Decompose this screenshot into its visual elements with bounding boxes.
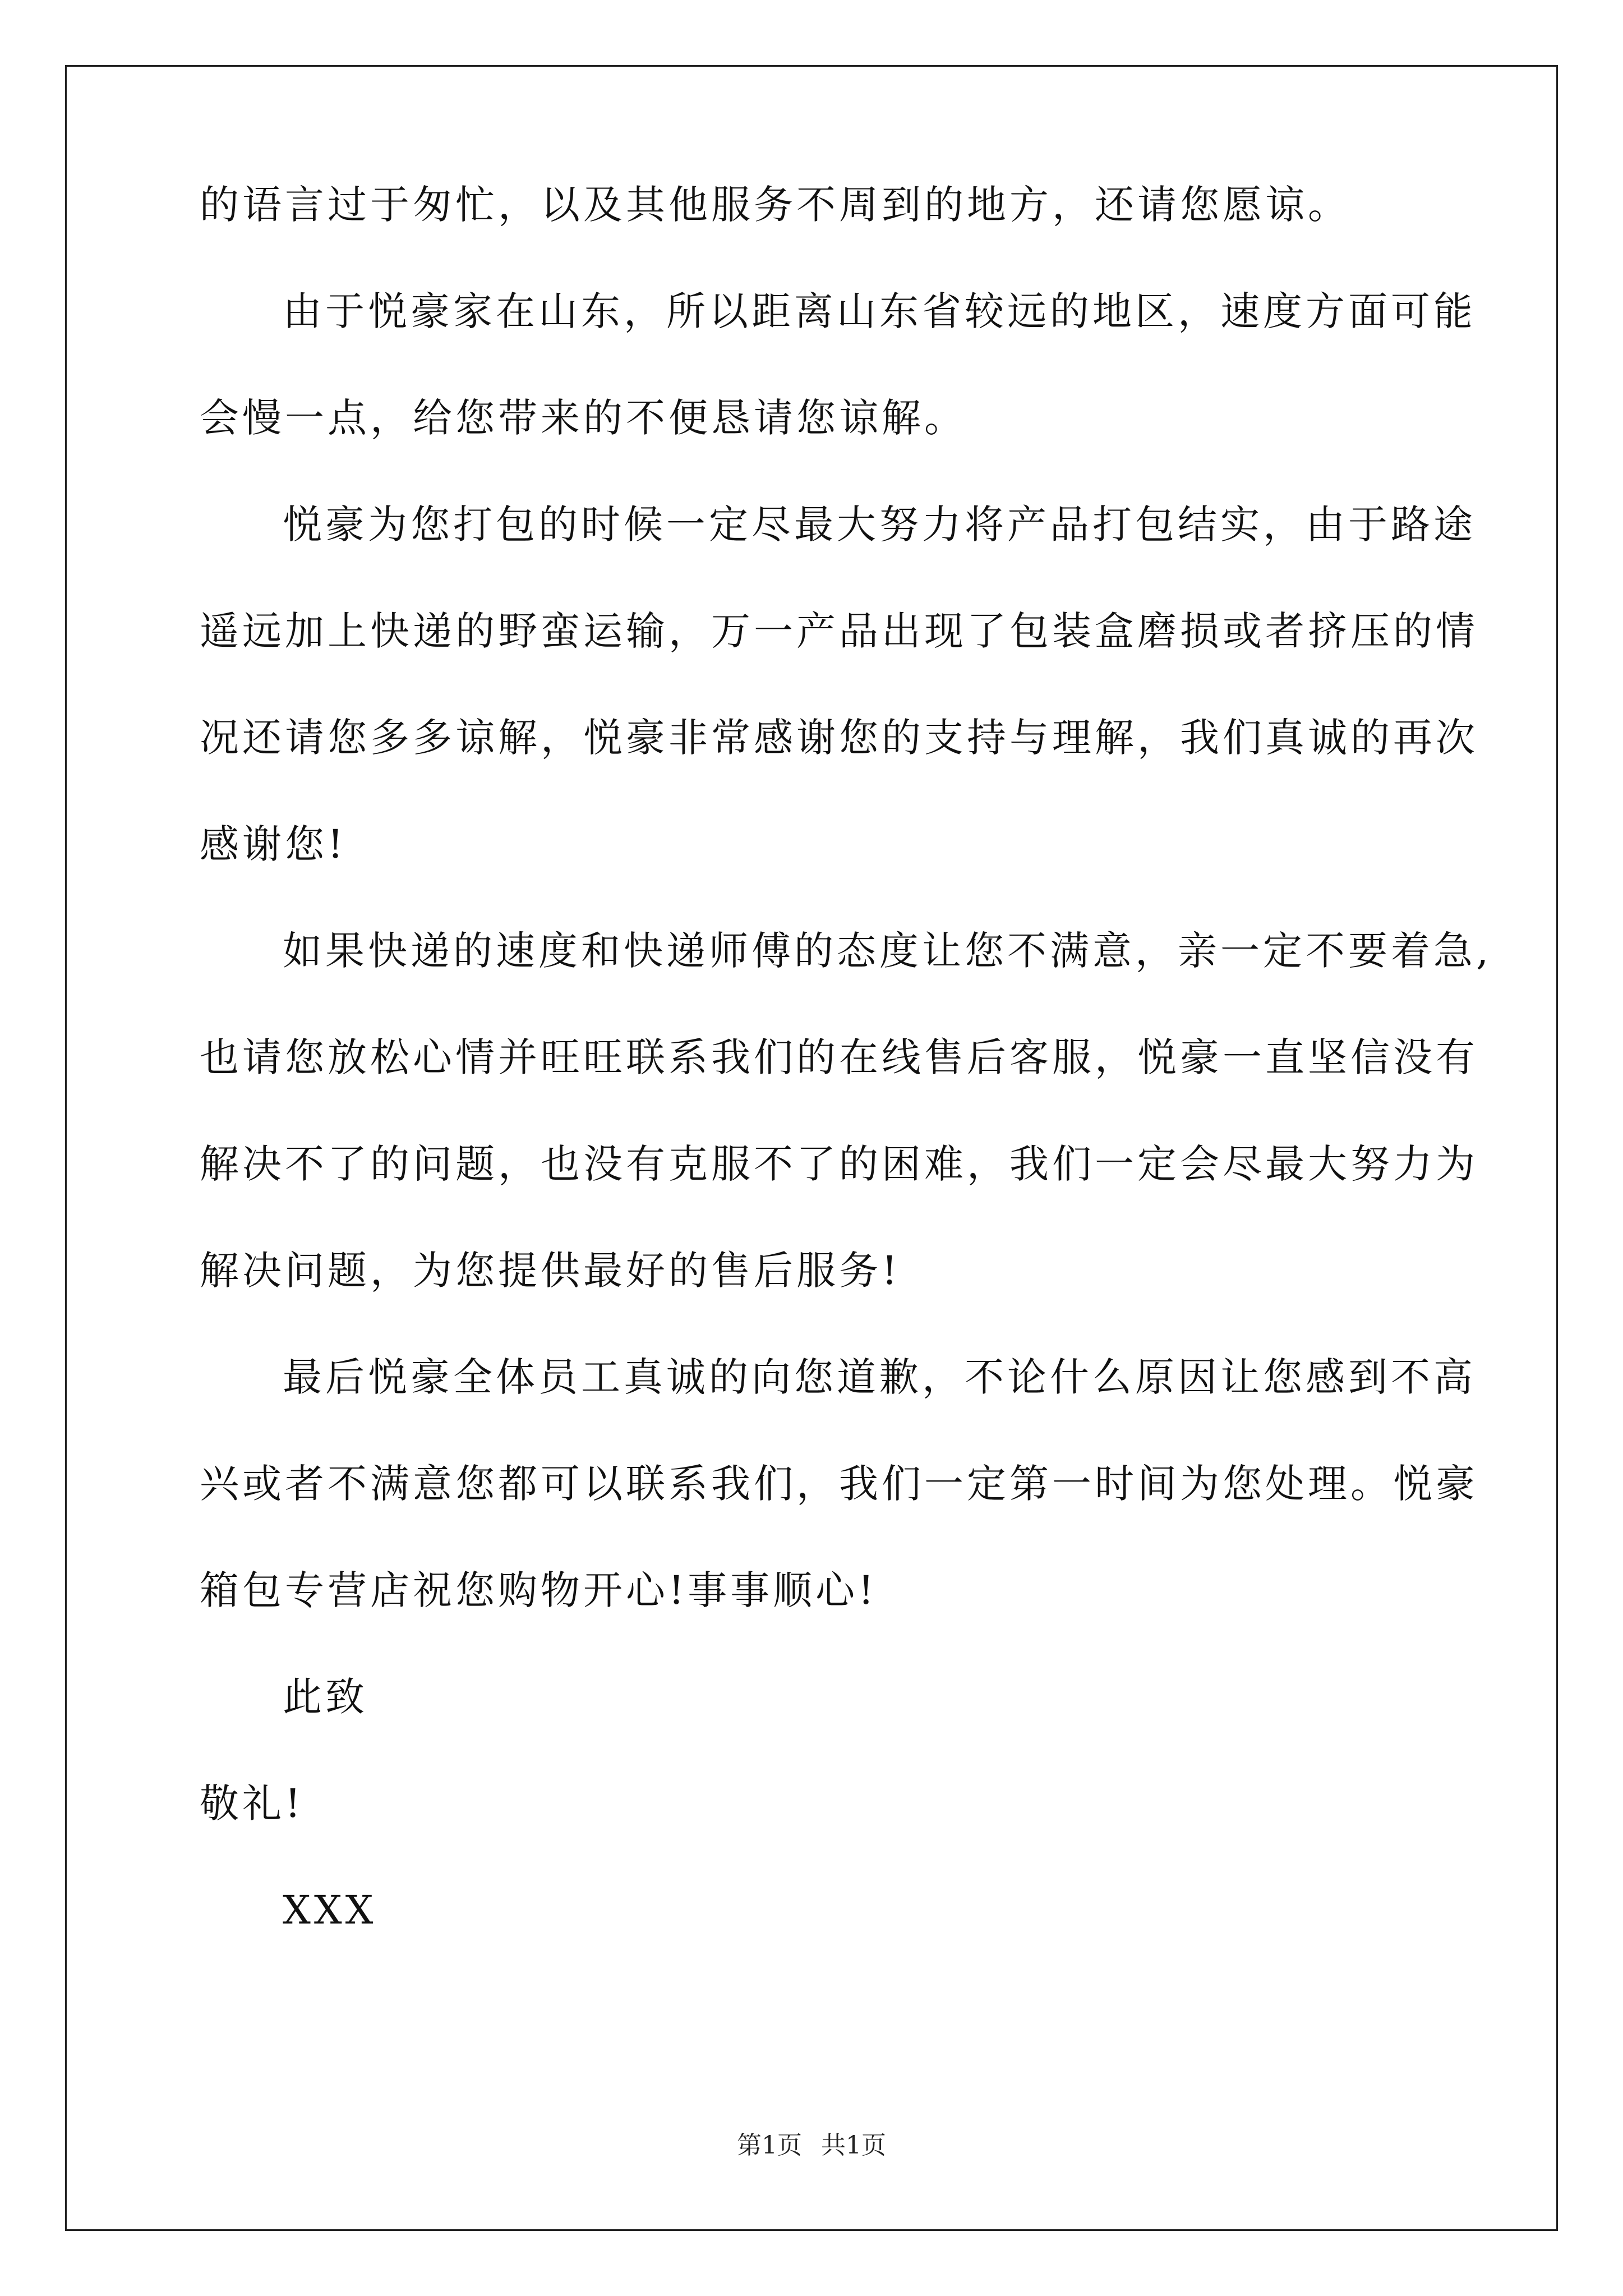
closing-regards: 敬礼! (200, 1780, 305, 1826)
text-line: 最后悦豪全体员工真诚的向您道歉，不论什么原因让您感到不高 (283, 1354, 1476, 1400)
text-line: 悦豪为您打包的时候一定尽最大努力将产品打包结实，由于路途 (283, 501, 1476, 547)
text-line: 解决不了的问题，也没有克服不了的困难，我们一定会尽最大努力为 (200, 1141, 1478, 1187)
closing-salutation: 此致 (283, 1674, 368, 1720)
text-line: 况还请您多多谅解，悦豪非常感谢您的支持与理解，我们真诚的再次 (200, 715, 1478, 761)
page-footer (0, 2132, 1623, 2160)
text-line: 解决问题，为您提供最好的售后服务! (200, 1248, 901, 1294)
letter-body (200, 182, 1492, 1997)
text-line: 遥远加上快递的野蛮运输，万一产品出现了包装盒磨损或者挤压的情 (200, 608, 1478, 654)
total-pages-label: 共1页 (821, 2131, 886, 2160)
text-line: 由于悦豪家在山东，所以距离山东省较远的地区，速度方面可能 (283, 288, 1476, 334)
text-line: 如果快递的速度和快递师傅的态度让您不满意，亲一定不要着急, (283, 928, 1492, 974)
signature: XXX (283, 1887, 377, 1933)
text-line: 的语言过于匆忙，以及其他服务不周到的地方，还请您愿谅。 (200, 182, 1350, 228)
text-line: 也请您放松心情并旺旺联系我们的在线售后客服，悦豪一直坚信没有 (200, 1034, 1478, 1080)
current-page-label: 第1页 (737, 2131, 802, 2160)
text-line: 感谢您! (200, 821, 347, 867)
text-line: 箱包专营店祝您购物开心!事事顺心! (200, 1567, 878, 1613)
text-line: 兴或者不满意您都可以联系我们，我们一定第一时间为您处理。悦豪 (200, 1461, 1478, 1507)
text-line: 会慢一点，给您带来的不便恳请您谅解。 (200, 395, 967, 441)
